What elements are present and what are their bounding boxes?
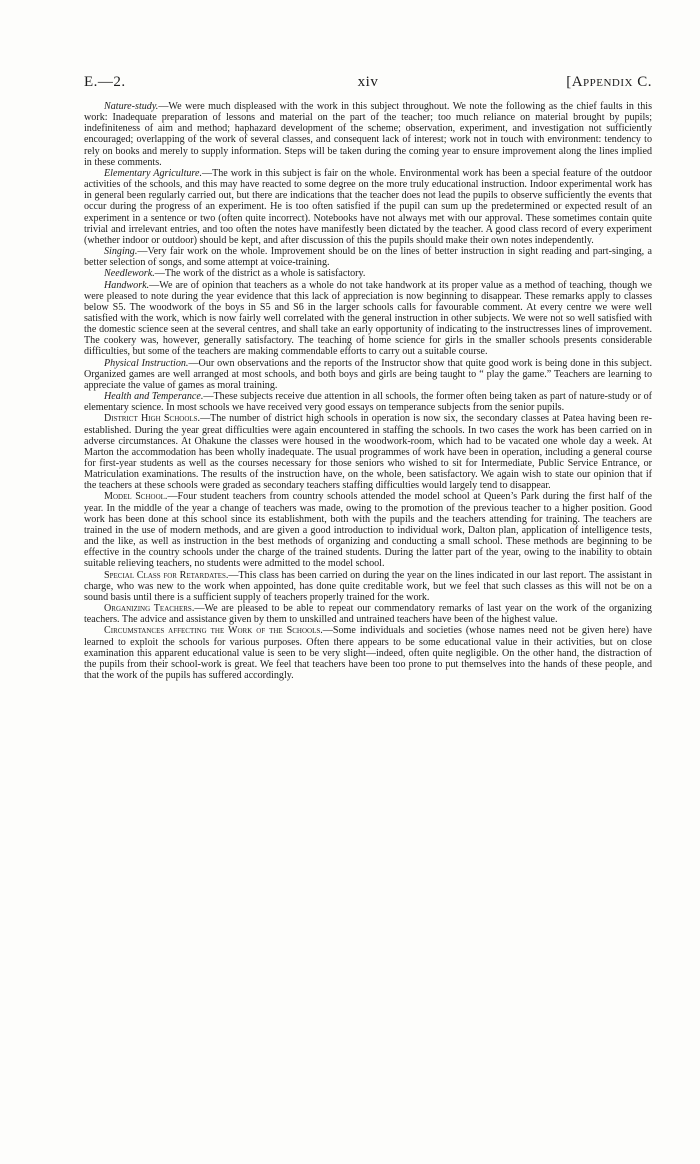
page-header	[84, 74, 652, 96]
paragraph-elementary-agriculture	[84, 168, 652, 246]
report-body	[84, 101, 652, 681]
header-report-code: E.—2.	[84, 74, 126, 90]
paragraph-needlework	[84, 268, 652, 279]
paragraph-organizing-teachers	[84, 603, 652, 625]
paragraph-singing	[84, 246, 652, 268]
paragraph-handwork	[84, 280, 652, 358]
paragraph-text: —We were much displeased with the work in this subject throughout. We note the following as the chief faults in this work: Inadequate preparation of lessons and material on the part of the teacher; too much reliance on material brought by pupils; indefiniteness of aim and method; haphazard development of the scheme; observation, experiment, and investigation not sufficiently encouraged; overlapping of the work of several classes, and consequent lack of interest; work not in touch with environment: tendency to rely on books and merely to supply information. Steps will be taken during the coming year to ensure improvement along the lines implied in these comments.	[84, 101, 652, 168]
paragraph-text: —Very fair work on the whole. Improvement should be on the lines of better instruction in sight reading and part-singing, a better selection of songs, and some attempt at voice-training.	[84, 246, 652, 269]
paragraph-heading: District High Schools.	[104, 413, 201, 425]
paragraph-text: —We are pleased to be able to repeat our commendatory remarks of last year on the work of the organizing teachers. The advice and assistance given by them to unskilled and untrained teachers have been of the highest value.	[84, 603, 652, 626]
paragraph-heading: Health and Temperance.	[104, 391, 204, 403]
paragraph-heading: Organizing Teachers.	[104, 603, 195, 615]
paragraph-health-temperance	[84, 391, 652, 413]
paragraph-text: —These subjects receive due attention in all schools, the former often being taken as part of nature-study or of elementary science. In most schools we have received very good essays on temperance subjects from the senior pupils.	[84, 391, 652, 414]
paragraph-model-school	[84, 491, 652, 569]
paragraph-heading: Singing.	[104, 246, 138, 258]
paragraph-heading: Special Class for Retardates.	[104, 569, 229, 581]
paragraph-text: —The work of the district as a whole is satisfactory.	[154, 268, 366, 280]
paragraph-text: —We are of opinion that teachers as a whole do not take handwork at its proper value as a method of teaching, though we were pleased to note during the year evidence that this lack of appreciation is now beginning to disappear. These remarks apply to classes below S5. The woodwork of the boys in S5 and S6 in the larger schools calls for favourable comment. At every centre we were well satisfied with the work, which is now fairly well correlated with the general instruction in other subjects. We were not so well satisfied with the domestic science seen at the several centres, and shall take an early opportunity of indicating to the instructresses lines of improvement. The cookery was, however, generally satisfactory. The teaching of home science for girls in the smaller schools presents considerable difficulties, but some of the teachers are making commendable efforts to carry out a suitable course.	[84, 279, 652, 358]
paragraph-text: —Our own observations and the reports of the Instructor show that quite good work is being done in this subject. Organized games are well arranged at most schools, and both boys and girls are being taught to “ play the game.” Teachers are learning to appreciate the value of games as moral training.	[84, 357, 652, 391]
paragraph-heading: Circumstances affecting the Work of the Schools.	[104, 625, 323, 637]
paragraph-district-high-schools	[84, 413, 652, 491]
paragraph-heading: Physical Instruction.	[104, 357, 189, 369]
header-appendix: [Appendix C.	[566, 74, 652, 90]
paragraph-circumstances	[84, 625, 652, 681]
paragraph-heading: Handwork.	[104, 279, 150, 291]
paragraph-physical-instruction	[84, 358, 652, 391]
paragraph-nature-study	[84, 101, 652, 168]
paragraph-heading: Elementary Agriculture.	[104, 167, 202, 179]
paragraph-text: —This class has been carried on during the year on the lines indicated in our last report. The assistant in charge, who was new to the work when appointed, has done quite creditable work, but we feel that such classes as this will not be on a sound basis until there is a sufficient supply of teachers properly trained for the work.	[84, 569, 652, 603]
paragraph-special-class	[84, 570, 652, 603]
paragraph-heading: Needlework.	[104, 268, 155, 280]
paragraph-heading: Nature-study.	[104, 101, 159, 112]
paragraph-text: —The number of district high schools in operation is now six, the secondary classes at Patea having been re-established. During the year great difficulties were again encountered in staffing the schools. In two cases the work has been carried on in adverse circumstances. At Ohakune the classes were housed in the woodwork-room, which had to be vacated one whole day a week. At Marton the accommodation has been wholly inadequate. The usual programmes of work have been in operation, including a general course for first-year students as well as the courses necessary for those seniors who wished to sit for Intermediate, Public Service Entrance, or Matriculation examinations. The results of the instruction have, on the whole, been satisfactory. We again wish to state our opinion that if the teachers at these schools were graded as secondary teachers staffing difficulties would largely tend to disappear.	[84, 413, 652, 492]
paragraph-text: —Some individuals and societies (whose names need not be given here) have learned to exploit the schools for various purposes. Often there appears to be some educational value in their activities, but on close examination this apparent educational value is seen to be very slight—indeed, often quite negligible. On the other hand, the distraction of the pupils from their school-work is great. We feel that teachers have been too prone to put themselves into the hands of these people, and that the work of the pupils has suffered accordingly.	[84, 625, 652, 681]
paragraph-text: —Four student teachers from country schools attended the model school at Queen’s Park during the first half of the year. In the middle of the year a change of teachers was made, owing to the promotion of the previous teacher to a higher position. Good work has been done at this school since its establishment, both with the pupils and the teachers attending for training. The teachers are trained in the use of modern methods, and are given a good introduction to individual work, Dalton plan, application of intelligence tests, and the like, as well as instruction in the best methods of organizing and conducting a small school. These methods are beginning to be effective in the country schools under the charge of the trained students. During the latter part of the year, owing to the inability to obtain suitable relieving teachers, no students were admitted to the model school.	[84, 491, 652, 570]
header-page-number: xiv	[357, 74, 379, 90]
paragraph-heading: Model School.	[104, 491, 168, 503]
paragraph-text: —The work in this subject is fair on the whole. Environmental work has been a special feature of the outdoor activities of the schools, and this may have reacted to some degree on the more truly educational instruction. Indoor experimental work has in general been regularly carried out, but there are indications that the teacher does not lead the pupils to observe sufficiently the events that occur during the progress of an experiment. He is too often satisfied if the pupil can sum up the predetermined or expected result of an experiment in a sentence or two (often quite incorrect). Notebooks have not always met with our approval. These sometimes contain quite trivial and irrelevant entries, and too often the notes have manifestly been dictated by the teacher. A good class record of every experiment (whether indoor or outdoor) should be kept, and after discussion of this the pupils should make their own notes independently.	[84, 167, 652, 246]
